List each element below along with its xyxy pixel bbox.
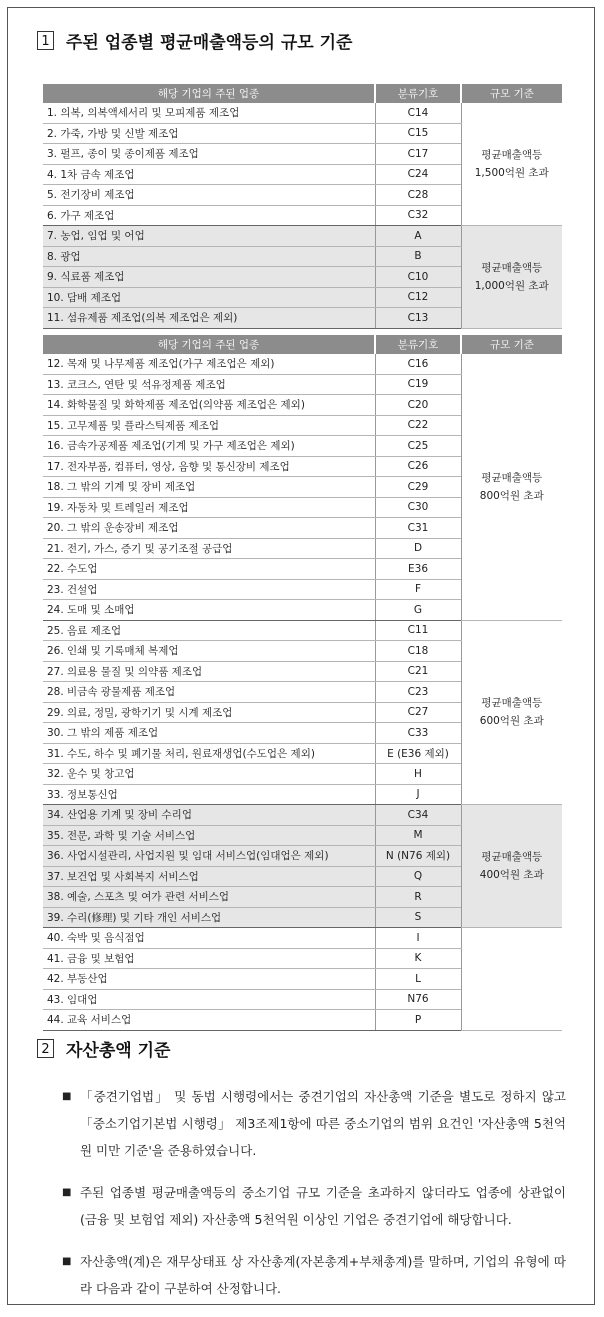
industry-cell: 4. 1차 금속 제조업 bbox=[43, 164, 375, 185]
criteria-line-2: 600억원 초과 bbox=[479, 715, 544, 728]
industry-cell: 36. 사업시설관리, 사업지원 및 임대 서비스업(임대업은 제외) bbox=[43, 846, 375, 867]
criteria-table-2 bbox=[43, 335, 562, 1031]
code-cell: H bbox=[375, 764, 461, 785]
code-cell: R bbox=[375, 887, 461, 908]
bullet-mark: ■ bbox=[62, 1187, 72, 1198]
header-code: 분류기호 bbox=[375, 335, 461, 354]
industry-cell: 37. 보건업 및 사회복지 서비스업 bbox=[43, 866, 375, 887]
industry-cell: 41. 금융 및 보험업 bbox=[43, 948, 375, 969]
code-cell: C27 bbox=[375, 702, 461, 723]
industry-cell: 5. 전기장비 제조업 bbox=[43, 185, 375, 206]
code-cell: C28 bbox=[375, 185, 461, 206]
criteria-cell bbox=[461, 928, 562, 1031]
code-cell: L bbox=[375, 969, 461, 990]
code-cell: J bbox=[375, 784, 461, 805]
criteria-cell bbox=[461, 620, 562, 805]
industry-cell: 15. 고무제품 및 플라스틱제품 제조업 bbox=[43, 415, 375, 436]
industry-cell: 9. 식료품 제조업 bbox=[43, 267, 375, 288]
code-cell: M bbox=[375, 825, 461, 846]
criteria-line-1: 평균매출액등 bbox=[481, 261, 543, 274]
bullet-text: 「중견기업법」 및 동법 시행령에서는 중견기업의 자산총액 기준을 별도로 정하지 않고 「중소기업기본법 시행령」 제3조제1항에 따른 중소기업의 범위 요건인 '자산총액 5천억원 미만 기준'을 준용하였습니다. bbox=[80, 1089, 566, 1158]
code-cell: C26 bbox=[375, 456, 461, 477]
code-cell: C34 bbox=[375, 805, 461, 826]
section-2-title bbox=[37, 1036, 170, 1061]
industry-cell: 43. 임대업 bbox=[43, 989, 375, 1010]
table-row bbox=[43, 226, 562, 247]
code-cell: C18 bbox=[375, 641, 461, 662]
code-cell: K bbox=[375, 948, 461, 969]
code-cell: C20 bbox=[375, 395, 461, 416]
industry-cell: 12. 목재 및 나무제품 제조업(가구 제조업은 제외) bbox=[43, 354, 375, 374]
industry-cell: 13. 코크스, 연탄 및 석유정제품 제조업 bbox=[43, 374, 375, 395]
code-cell: C13 bbox=[375, 308, 461, 329]
industry-cell: 32. 운수 및 창고업 bbox=[43, 764, 375, 785]
header-criteria: 규모 기준 bbox=[461, 84, 562, 103]
industry-cell: 35. 전문, 과학 및 기술 서비스업 bbox=[43, 825, 375, 846]
industry-cell: 22. 수도업 bbox=[43, 559, 375, 580]
criteria-cell bbox=[461, 354, 562, 620]
industry-cell: 18. 그 밖의 기계 및 장비 제조업 bbox=[43, 477, 375, 498]
table-row bbox=[43, 620, 562, 641]
criteria-cell bbox=[461, 103, 562, 226]
code-cell: C15 bbox=[375, 123, 461, 144]
industry-cell: 21. 전기, 가스, 증기 및 공기조절 공급업 bbox=[43, 538, 375, 559]
bullet-list bbox=[62, 1083, 566, 1317]
industry-cell: 3. 펄프, 종이 및 종이제품 제조업 bbox=[43, 144, 375, 165]
bullet-item bbox=[62, 1248, 566, 1302]
industry-cell: 26. 인쇄 및 기록매체 복제업 bbox=[43, 641, 375, 662]
industry-cell: 23. 건설업 bbox=[43, 579, 375, 600]
code-cell: B bbox=[375, 246, 461, 267]
code-cell: C32 bbox=[375, 205, 461, 226]
code-cell: S bbox=[375, 907, 461, 928]
industry-cell: 10. 담배 제조업 bbox=[43, 287, 375, 308]
criteria-line-1: 평균매출액등 bbox=[481, 149, 543, 161]
bullet-mark: ■ bbox=[62, 1256, 72, 1267]
bullet-item bbox=[62, 1083, 566, 1164]
code-cell: F bbox=[375, 579, 461, 600]
code-cell: C10 bbox=[375, 267, 461, 288]
criteria-line-2: 1,500억원 초과 bbox=[474, 167, 549, 179]
table-row bbox=[43, 805, 562, 826]
table-2-header bbox=[43, 335, 562, 354]
code-cell: C21 bbox=[375, 661, 461, 682]
industry-cell: 38. 예술, 스포츠 및 여가 관련 서비스업 bbox=[43, 887, 375, 908]
industry-cell: 42. 부동산업 bbox=[43, 969, 375, 990]
criteria-line-2: 800억원 초과 bbox=[479, 489, 544, 502]
industry-cell: 14. 화학물질 및 화학제품 제조업(의약품 제조업은 제외) bbox=[43, 395, 375, 416]
code-cell: C25 bbox=[375, 436, 461, 457]
table-1-header bbox=[43, 84, 562, 103]
criteria-line-1: 평균매출액등 bbox=[481, 471, 543, 484]
header-criteria: 규모 기준 bbox=[461, 335, 562, 354]
header-code: 분류기호 bbox=[375, 84, 461, 103]
industry-cell: 1. 의복, 의복액세서리 및 모피제품 제조업 bbox=[43, 103, 375, 123]
code-cell: C12 bbox=[375, 287, 461, 308]
industry-cell: 7. 농업, 임업 및 어업 bbox=[43, 226, 375, 247]
code-cell: C22 bbox=[375, 415, 461, 436]
criteria-cell bbox=[461, 805, 562, 928]
code-cell: C16 bbox=[375, 354, 461, 374]
code-cell: E36 bbox=[375, 559, 461, 580]
section-1-number: 1 bbox=[37, 31, 54, 50]
table-row bbox=[43, 928, 562, 949]
criteria-line-1: 평균매출액등 bbox=[481, 697, 543, 710]
criteria-line-2: 400억원 초과 bbox=[479, 869, 544, 881]
code-cell: P bbox=[375, 1010, 461, 1031]
bullet-mark: ■ bbox=[62, 1091, 72, 1102]
industry-cell: 40. 숙박 및 음식점업 bbox=[43, 928, 375, 949]
industry-cell: 16. 금속가공제품 제조업(기계 및 가구 제조업은 제외) bbox=[43, 436, 375, 457]
industry-cell: 29. 의료, 정밀, 광학기기 및 시계 제조업 bbox=[43, 702, 375, 723]
criteria-line-2: 1,000억원 초과 bbox=[474, 279, 549, 292]
industry-cell: 28. 비금속 광물제품 제조업 bbox=[43, 682, 375, 703]
code-cell: D bbox=[375, 538, 461, 559]
code-cell: C24 bbox=[375, 164, 461, 185]
code-cell: C19 bbox=[375, 374, 461, 395]
criteria-cell bbox=[461, 226, 562, 329]
code-cell: C23 bbox=[375, 682, 461, 703]
code-cell: C14 bbox=[375, 103, 461, 123]
code-cell: I bbox=[375, 928, 461, 949]
industry-cell: 11. 섬유제품 제조업(의복 제조업은 제외) bbox=[43, 308, 375, 329]
code-cell: C30 bbox=[375, 497, 461, 518]
section-1-title-text: 주된 업종별 평균매출액등의 규모 기준 bbox=[66, 33, 353, 53]
industry-cell: 31. 수도, 하수 및 폐기물 처리, 원료재생업(수도업은 제외) bbox=[43, 743, 375, 764]
industry-cell: 34. 산업용 기계 및 장비 수리업 bbox=[43, 805, 375, 826]
industry-cell: 33. 정보통신업 bbox=[43, 784, 375, 805]
bullet-item bbox=[62, 1179, 566, 1233]
industry-cell: 25. 음료 제조업 bbox=[43, 620, 375, 641]
code-cell: C33 bbox=[375, 723, 461, 744]
industry-cell: 24. 도매 및 소매업 bbox=[43, 600, 375, 621]
industry-cell: 27. 의료용 물질 및 의약품 제조업 bbox=[43, 661, 375, 682]
table-row bbox=[43, 354, 562, 374]
industry-cell: 6. 가구 제조업 bbox=[43, 205, 375, 226]
industry-cell: 2. 가죽, 가방 및 신발 제조업 bbox=[43, 123, 375, 144]
industry-cell: 44. 교육 서비스업 bbox=[43, 1010, 375, 1031]
industry-cell: 8. 광업 bbox=[43, 246, 375, 267]
industry-cell: 20. 그 밖의 운송장비 제조업 bbox=[43, 518, 375, 539]
code-cell: E (E36 제외) bbox=[375, 743, 461, 764]
section-2-title-text: 자산총액 기준 bbox=[66, 1041, 171, 1061]
code-cell: G bbox=[375, 600, 461, 621]
code-cell: C31 bbox=[375, 518, 461, 539]
code-cell: N76 bbox=[375, 989, 461, 1010]
section-2-number: 2 bbox=[37, 1039, 54, 1058]
industry-cell: 39. 수리(修理) 및 기타 개인 서비스업 bbox=[43, 907, 375, 928]
code-cell: N (N76 제외) bbox=[375, 846, 461, 867]
code-cell: C11 bbox=[375, 620, 461, 641]
code-cell: C17 bbox=[375, 144, 461, 165]
table-row bbox=[43, 103, 562, 123]
industry-cell: 19. 자동차 및 트레일러 제조업 bbox=[43, 497, 375, 518]
header-industry: 해당 기업의 주된 업종 bbox=[43, 84, 375, 103]
code-cell: C29 bbox=[375, 477, 461, 498]
criteria-table-1 bbox=[43, 84, 562, 329]
code-cell: A bbox=[375, 226, 461, 247]
code-cell: Q bbox=[375, 866, 461, 887]
industry-cell: 30. 그 밖의 제품 제조업 bbox=[43, 723, 375, 744]
criteria-line-1: 평균매출액등 bbox=[481, 851, 543, 863]
industry-cell: 17. 전자부품, 컴퓨터, 영상, 음향 및 통신장비 제조업 bbox=[43, 456, 375, 477]
bullet-text: 주된 업종별 평균매출액등의 중소기업 규모 기준을 초과하지 않더라도 업종에 상관없이 (금융 및 보험업 제외) 자산총액 5천억원 이상인 기업은 중견기업에 해당합니다. bbox=[80, 1185, 566, 1227]
section-1-title bbox=[37, 28, 352, 53]
bullet-text: 자산총액(계)은 재무상태표 상 자산총계(자본총계+부채총계)를 말하며, 기업의 유형에 따라 다음과 같이 구분하여 산정합니다. bbox=[80, 1254, 566, 1296]
header-industry: 해당 기업의 주된 업종 bbox=[43, 335, 375, 354]
